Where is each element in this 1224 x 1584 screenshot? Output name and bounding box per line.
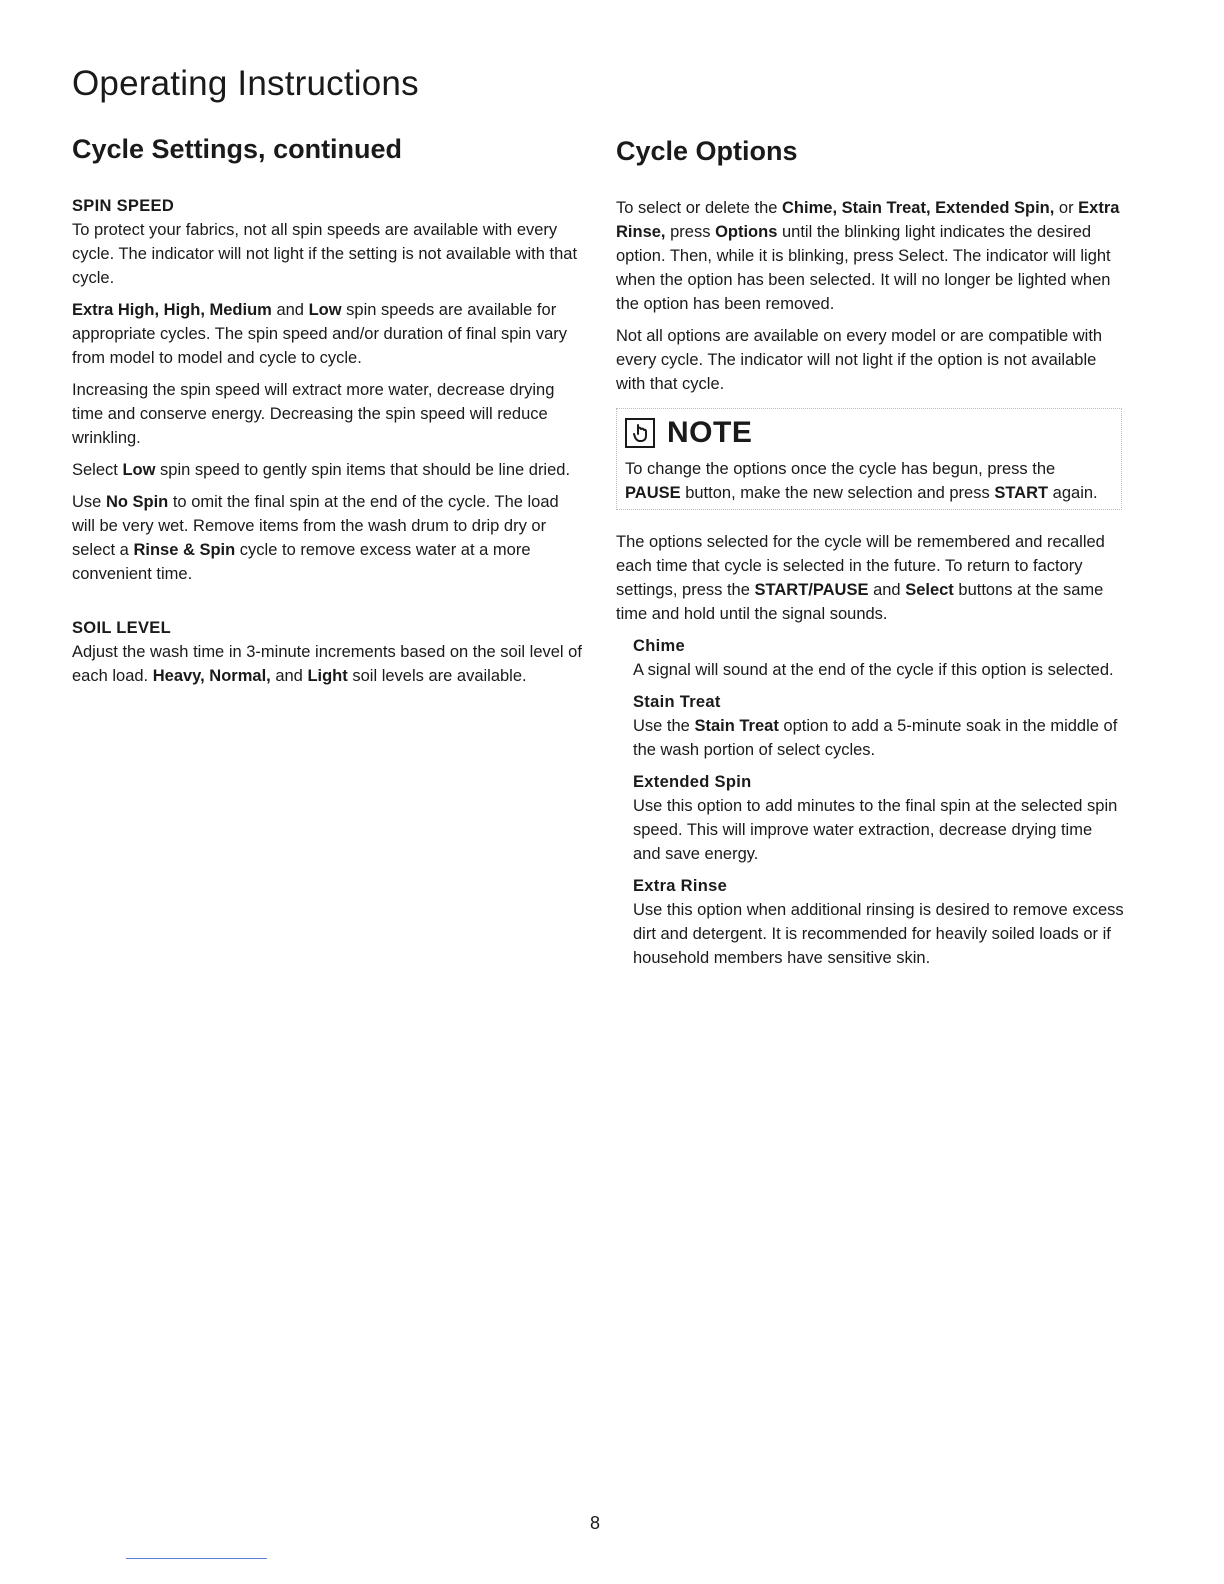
option-chime — [633, 634, 1124, 682]
option-extra-rinse — [633, 874, 1124, 970]
spin-speed-para-5: Use No Spin to omit the final spin at the end of the cycle. The load will be very wet. Remove items from the wash drum to drip dry or select a Rinse & Spin cycle to remove excess water at a more convenient time. — [72, 493, 559, 583]
spin-speed-para-4: Select Low spin speed to gently spin items that should be line dried. — [72, 461, 571, 479]
extended-spin-heading: Extended Spin — [633, 773, 752, 791]
spin-speed-para-2: Extra High, High, Medium and Low spin speeds are available for appropriate cycles. The spin speed and/or duration of final spin vary from model to model and cycle to cycle. — [72, 301, 567, 367]
extra-rinse-text: Use this option when additional rinsing is desired to remove excess dirt and detergent. It is recommended for heavily soiled loads or if household members have sensitive skin. — [633, 901, 1124, 967]
remember-para: The options selected for the cycle will be remembered and recalled each time that cycle is selected in the future. To return to factory settings, press the START/PAUSE and Select buttons at the same time and hold until the signal sounds. — [616, 533, 1105, 623]
cycle-settings-title: Cycle Settings, continued — [72, 134, 403, 164]
option-stain-treat — [633, 690, 1124, 762]
cycle-options-intro: To select or delete the Chime, Stain Treat, Extended Spin, or Extra Rinse, press Options until the blinking light indicates the desired option. Then, while it is blinking, press Select. The indicator will light when the option has been selected. It will no longer be lighted when the option has been removed. — [616, 199, 1120, 313]
spin-speed-para-1: To protect your fabrics, not all spin speeds are available with every cycle. The indicator will not light if the setting is not available with that cycle. — [72, 221, 578, 287]
note-title: NOTE — [667, 416, 753, 449]
stain-treat-heading: Stain Treat — [633, 693, 721, 711]
option-extended-spin — [633, 770, 1124, 866]
note-header — [625, 413, 1115, 453]
cycle-options-compat: Not all options are available on every model or are compatible with every cycle. The indicator will not light if the option is not available with that cycle. — [616, 327, 1103, 393]
page-title: Operating Instructions — [72, 64, 419, 103]
note-box — [616, 408, 1122, 510]
hand-pointer-icon — [625, 418, 655, 448]
soil-level-para: Adjust the wash time in 3-minute increments based on the soil level of each load. Heavy, Normal, and Light soil levels are available. — [72, 643, 582, 685]
chime-text: A signal will sound at the end of the cycle if this option is selected. — [633, 661, 1114, 679]
extra-rinse-heading: Extra Rinse — [633, 877, 728, 895]
chime-heading: Chime — [633, 637, 685, 655]
note-text: To change the options once the cycle has begun, press the PAUSE button, make the new selection and press START again. — [625, 460, 1098, 502]
cycle-options-title: Cycle Options — [616, 136, 798, 166]
page-number: 8 — [589, 1513, 600, 1533]
spin-speed-heading: SPIN SPEED — [72, 197, 175, 215]
right-column — [616, 130, 1124, 970]
footer-rule — [126, 1558, 267, 1559]
stain-treat-text: Use the Stain Treat option to add a 5-minute soak in the middle of the wash portion of select cycles. — [633, 717, 1118, 759]
soil-level-heading: SOIL LEVEL — [72, 619, 171, 637]
extended-spin-text: Use this option to add minutes to the final spin at the selected spin speed. This will improve water extraction, decrease drying time and save energy. — [633, 797, 1118, 863]
left-column — [72, 130, 584, 696]
spin-speed-para-3: Increasing the spin speed will extract more water, decrease drying time and conserve energy. Decreasing the spin speed will reduce wrinkling. — [72, 381, 555, 447]
